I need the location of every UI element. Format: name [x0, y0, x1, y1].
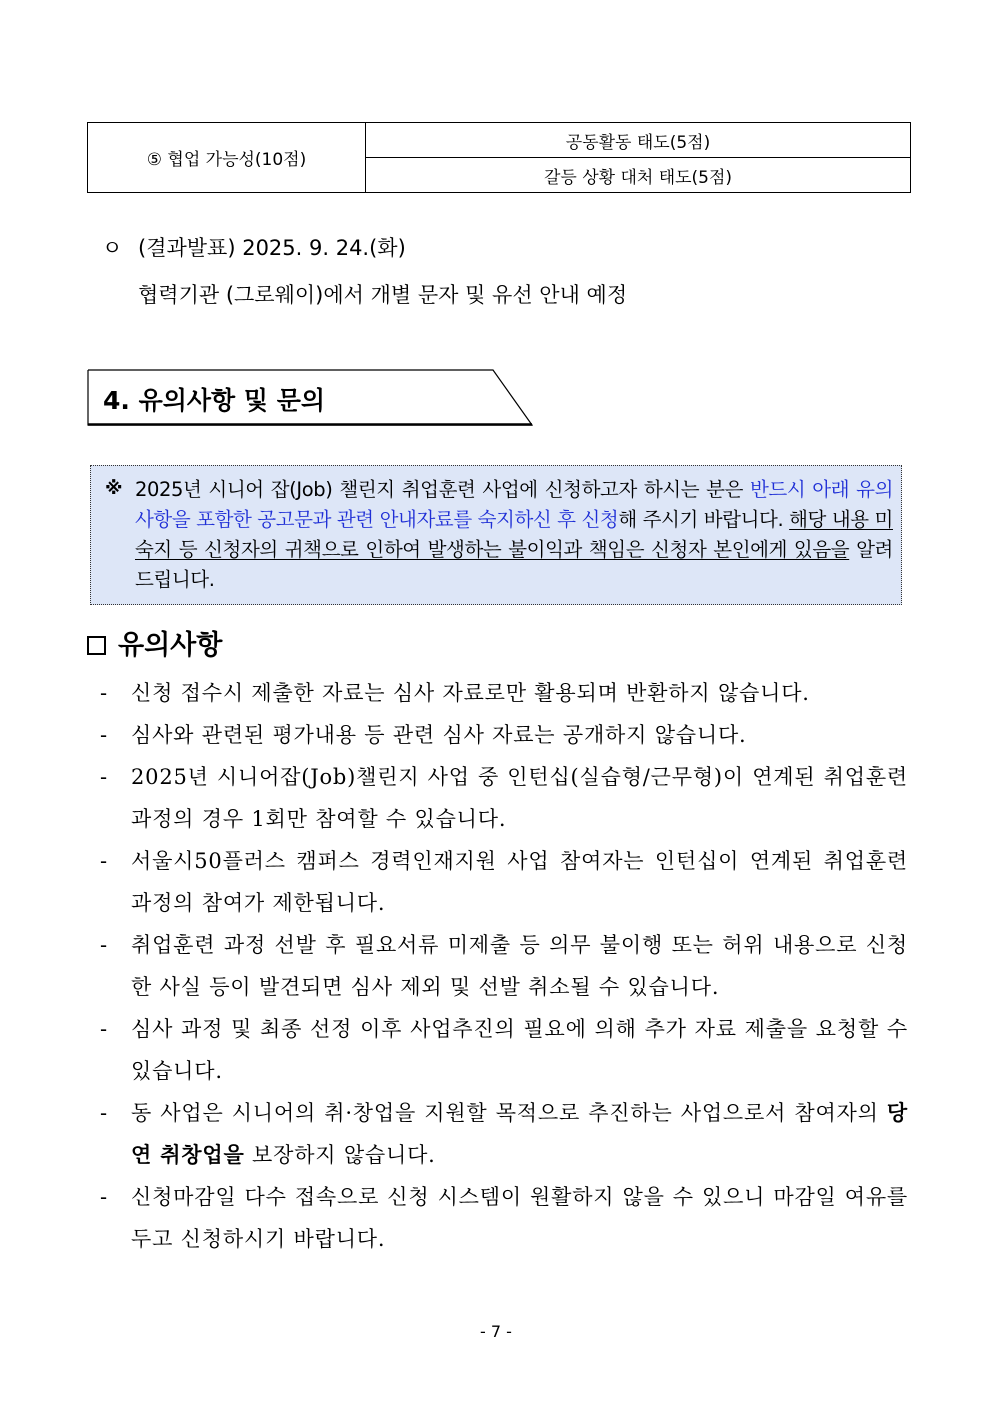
list-item-text: 서울시50플러스 캠퍼스 경력인재지원 사업 참여자는 인턴십이 연계된 취업훈련 과정의 참여가 제한됩니다.	[131, 849, 908, 915]
dash-marker: -	[100, 1101, 108, 1125]
page-number: - 7 -	[480, 1322, 512, 1341]
result-detail: 협력기관 (그로웨이)에서 개별 문자 및 유선 안내 예정	[138, 283, 628, 307]
list-item-text: 보장하지 않습니다.	[244, 1143, 436, 1167]
bullet-symbol: ㅇ	[102, 236, 123, 260]
notice-mark: ※	[105, 478, 123, 499]
checkbox-icon	[87, 636, 106, 655]
list-item-text: 심사 과정 및 최종 선정 이후 사업추진의 필요에 의해 추가 자료 제출을 요청할 수 있습니다.	[131, 1017, 908, 1083]
list-item	[100, 714, 908, 756]
list-item-text: 2025년 시니어잡(Job)챌린지 사업 중 인턴십(실습형/근무형)이 연계된 취업훈련 과정의 경우 1회만 참여할 수 있습니다.	[131, 765, 908, 831]
result-heading	[102, 232, 406, 262]
list-item	[100, 924, 908, 1008]
list-item-text: 신청 접수시 제출한 자료는 심사 자료로만 활용되며 반환하지 않습니다.	[131, 681, 810, 705]
section-title: 4. 유의사항 및 문의	[103, 386, 326, 415]
dash-marker: -	[100, 723, 108, 747]
list-item-emphasis: 당연 취창업을	[131, 1100, 908, 1167]
precautions-heading	[87, 623, 222, 662]
result-heading-text: (결과발표) 2025. 9. 24.(화)	[138, 236, 406, 260]
criteria-item: 갈등 상황 대처 태도(5점)	[366, 158, 911, 193]
list-item	[100, 756, 908, 840]
list-item	[100, 840, 908, 924]
notice-underline: 해당 내용 미숙지 등 신청자의 귀책으로 인하여 발생하는 불이익과 책임은 신청자 본인에게 있음을	[135, 508, 893, 561]
notice-text-part: 알려드립니다.	[135, 538, 893, 591]
notice-emphasis: 반드시 아래 유의사항을 포함한 공고문과 관련 안내자료를 숙지하신 후 신청	[135, 478, 894, 531]
notice-text-part: 2025년 시니어 잡(Job) 챌린지 취업훈련 사업에 신청하고자 하시는 분은	[135, 478, 750, 501]
dash-marker: -	[100, 1017, 108, 1041]
dash-marker: -	[100, 933, 108, 957]
criteria-table	[87, 122, 911, 193]
list-item-text: 신청마감일 다수 접속으로 신청 시스템이 원활하지 않을 수 있으니 마감일 여유를 두고 신청하시기 바랍니다.	[131, 1185, 908, 1251]
list-item-text: 심사와 관련된 평가내용 등 관련 심사 자료는 공개하지 않습니다.	[131, 723, 747, 747]
list-item	[100, 1176, 908, 1260]
list-item	[100, 1008, 908, 1092]
notice-box	[90, 465, 902, 605]
dash-marker: -	[100, 849, 108, 873]
dash-marker: -	[100, 765, 108, 789]
dash-marker: -	[100, 1185, 108, 1209]
criteria-category: ⑤ 협업 가능성(10점)	[88, 123, 366, 193]
section-header	[87, 369, 533, 426]
criteria-item: 공동활동 태도(5점)	[366, 123, 911, 158]
precautions-list	[100, 672, 908, 1260]
list-item-text: 취업훈련 과정 선발 후 필요서류 미제출 등 의무 불이행 또는 허위 내용으로 신청한 사실 등이 발견되면 심사 제외 및 선발 취소될 수 있습니다.	[131, 933, 908, 999]
notice-text	[135, 475, 893, 595]
notice-text-part: 해 주시기 바랍니다.	[618, 508, 790, 531]
list-item	[100, 672, 908, 714]
list-item-text: 동 사업은 시니어의 취·창업을 지원할 목적으로 추진하는 사업으로서 참여자의	[131, 1101, 887, 1125]
dash-marker: -	[100, 681, 108, 705]
list-item	[100, 1092, 908, 1176]
precautions-heading-text: 유의사항	[118, 630, 223, 661]
